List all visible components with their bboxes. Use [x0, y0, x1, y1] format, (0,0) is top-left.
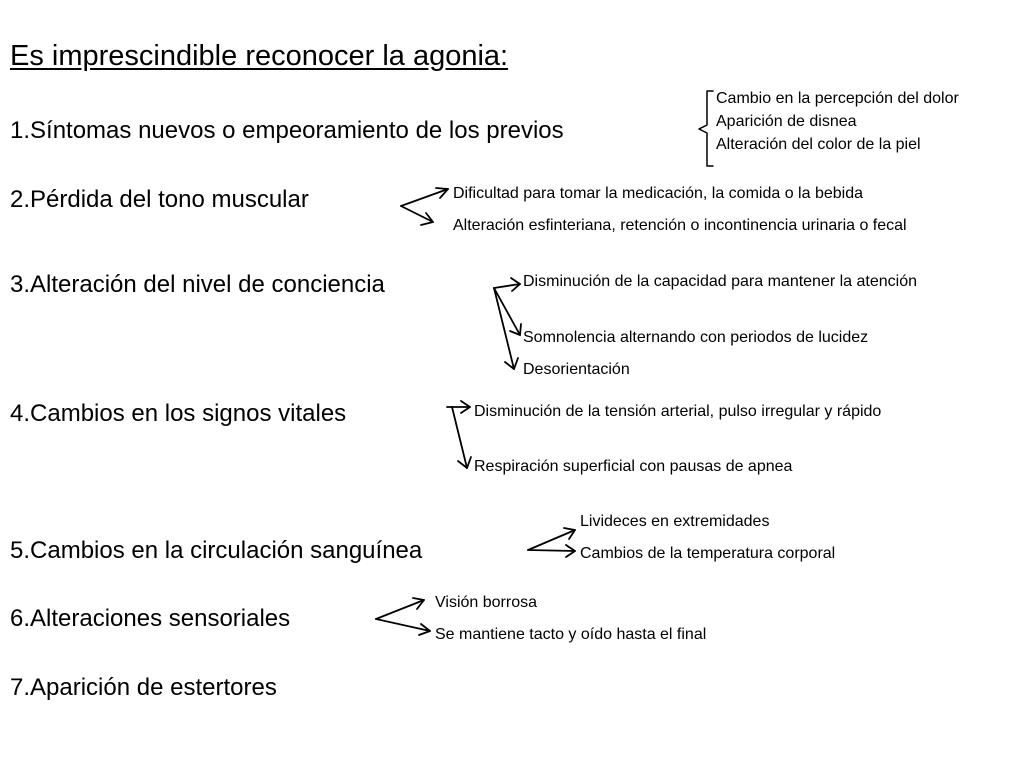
item-3-note-1: Disminución de la capacidad para mantener la atención: [523, 273, 918, 290]
item-3-label: 3.Alteración del nivel de conciencia: [10, 271, 385, 298]
item-5-note-1: Livideces en extremidades: [580, 513, 770, 530]
item-1-note-1: Cambio en la percepción del dolor: [716, 90, 959, 107]
page-title: Es imprescindible reconocer la agonia:: [10, 40, 509, 72]
item-4-label: 4.Cambios en los signos vitales: [10, 400, 347, 427]
item-1-label: 1.Síntomas nuevos o empeoramiento de los previos: [10, 117, 564, 144]
item-3-note-2: Somnolencia alternando con periodos de lucidez: [523, 329, 869, 346]
item-6-label: 6.Alteraciones sensoriales: [10, 605, 291, 632]
item-1-note-3: Alteración del color de la piel: [716, 136, 921, 153]
item-5-note-2: Cambios de la temperatura corporal: [580, 545, 836, 562]
item-2-note-2: Alteración esfinteriana, retención o incontinencia urinaria o fecal: [453, 217, 907, 234]
item-2-arrows: [401, 188, 448, 225]
item-6-note-2: Se mantiene tacto y oído hasta el final: [435, 626, 707, 643]
item-4-note-1: Disminución de la tensión arterial, pulso irregular y rápido: [474, 403, 882, 420]
item-3-arrows: [494, 278, 521, 369]
item-5-label: 5.Cambios en la circulación sanguínea: [10, 537, 423, 564]
item-2-label: 2.Pérdida del tono muscular: [10, 186, 309, 213]
item-2-note-1: Dificultad para tomar la medicación, la comida o la bebida: [453, 185, 863, 202]
item-1-note-2: Aparición de disnea: [716, 113, 857, 130]
item-4-arrows: [447, 401, 471, 468]
item-7-label: 7.Aparición de estertores: [10, 674, 277, 701]
item-6-arrows: [376, 598, 430, 635]
item-4-note-2: Respiración superficial con pausas de apnea: [474, 458, 793, 475]
item-3-note-3: Desorientación: [523, 361, 630, 378]
item-5-arrows: [528, 528, 575, 557]
item-6-note-1: Visión borrosa: [435, 594, 537, 611]
item-1-brace: [699, 91, 713, 166]
